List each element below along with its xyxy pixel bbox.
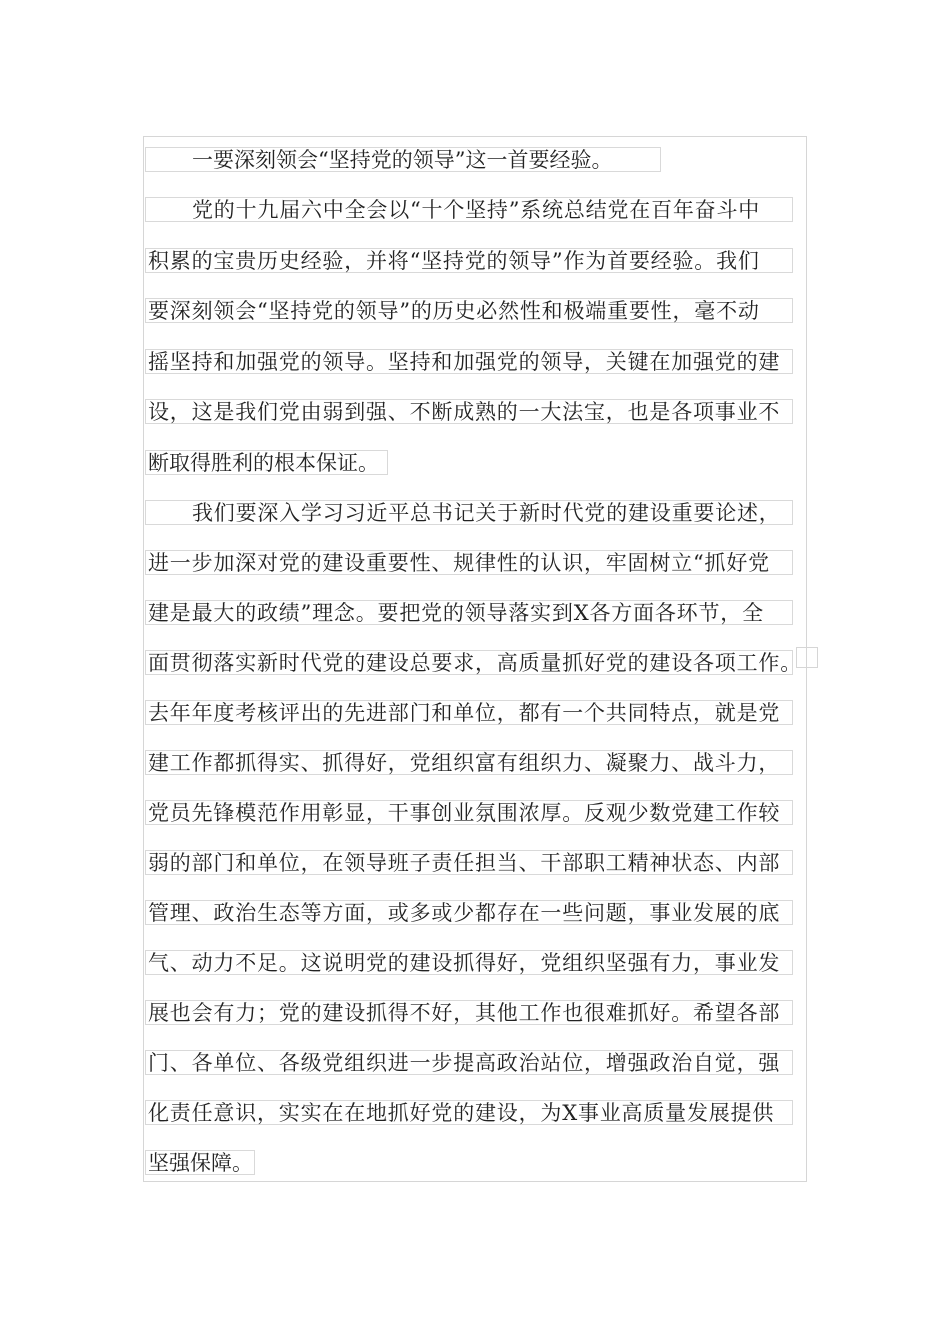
text-line-16: 管理、政治生态等方面，或多或少都存在一些问题，事业发展的底 [145,900,793,925]
text-line-12: 去年年度考核评出的先进部门和单位，都有一个共同特点，就是党 [145,700,793,725]
text-line-21: 坚强保障。 [145,1150,255,1175]
text-line-6: 设，这是我们党由弱到强、不断成熟的一大法宝，也是各项事业不 [145,399,793,424]
text-line-4: 要深刻领会“坚持党的领导”的历史必然性和极端重要性，毫不动 [145,298,793,323]
text-line-17: 气、动力不足。这说明党的建设抓得好，党组织坚强有力，事业发 [145,950,793,975]
text-line-20: 化责任意识，实实在在地抓好党的建设，为X事业高质量发展提供 [145,1100,793,1125]
text-line-14: 党员先锋模范作用彰显，干事创业氛围浓厚。反观少数党建工作较 [145,800,793,825]
text-line-3: 积累的宝贵历史经验，并将“坚持党的领导”作为首要经验。我们 [145,248,793,273]
text-line-19: 门、各单位、各级党组织进一步提高政治站位，增强政治自觉，强 [145,1050,793,1075]
text-line-7: 断取得胜利的根本保证。 [145,450,388,475]
text-line-8: 我们要深入学习习近平总书记关于新时代党的建设重要论述， [145,500,793,525]
text-line-9: 进一步加深对党的建设重要性、规律性的认识，牢固树立“抓好党 [145,550,793,575]
text-line-5: 摇坚持和加强党的领导。坚持和加强党的领导，关键在加强党的建 [145,349,793,374]
text-line-1: 一要深刻领会“坚持党的领导”这一首要经验。 [145,147,661,172]
line-overflow-marker [796,647,818,668]
text-line-15: 弱的部门和单位，在领导班子责任担当、干部职工精神状态、内部 [145,850,793,875]
text-line-11: 面贯彻落实新时代党的建设总要求，高质量抓好党的建设各项工作。 [145,650,793,675]
text-line-2: 党的十九届六中全会以“十个坚持”系统总结党在百年奋斗中 [145,197,793,222]
text-line-10: 建是最大的政绩”理念。要把党的领导落实到X各方面各环节，全 [145,600,793,625]
text-line-18: 展也会有力；党的建设抓得不好，其他工作也很难抓好。希望各部 [145,1000,793,1025]
text-line-13: 建工作都抓得实、抓得好，党组织富有组织力、凝聚力、战斗力， [145,750,793,775]
